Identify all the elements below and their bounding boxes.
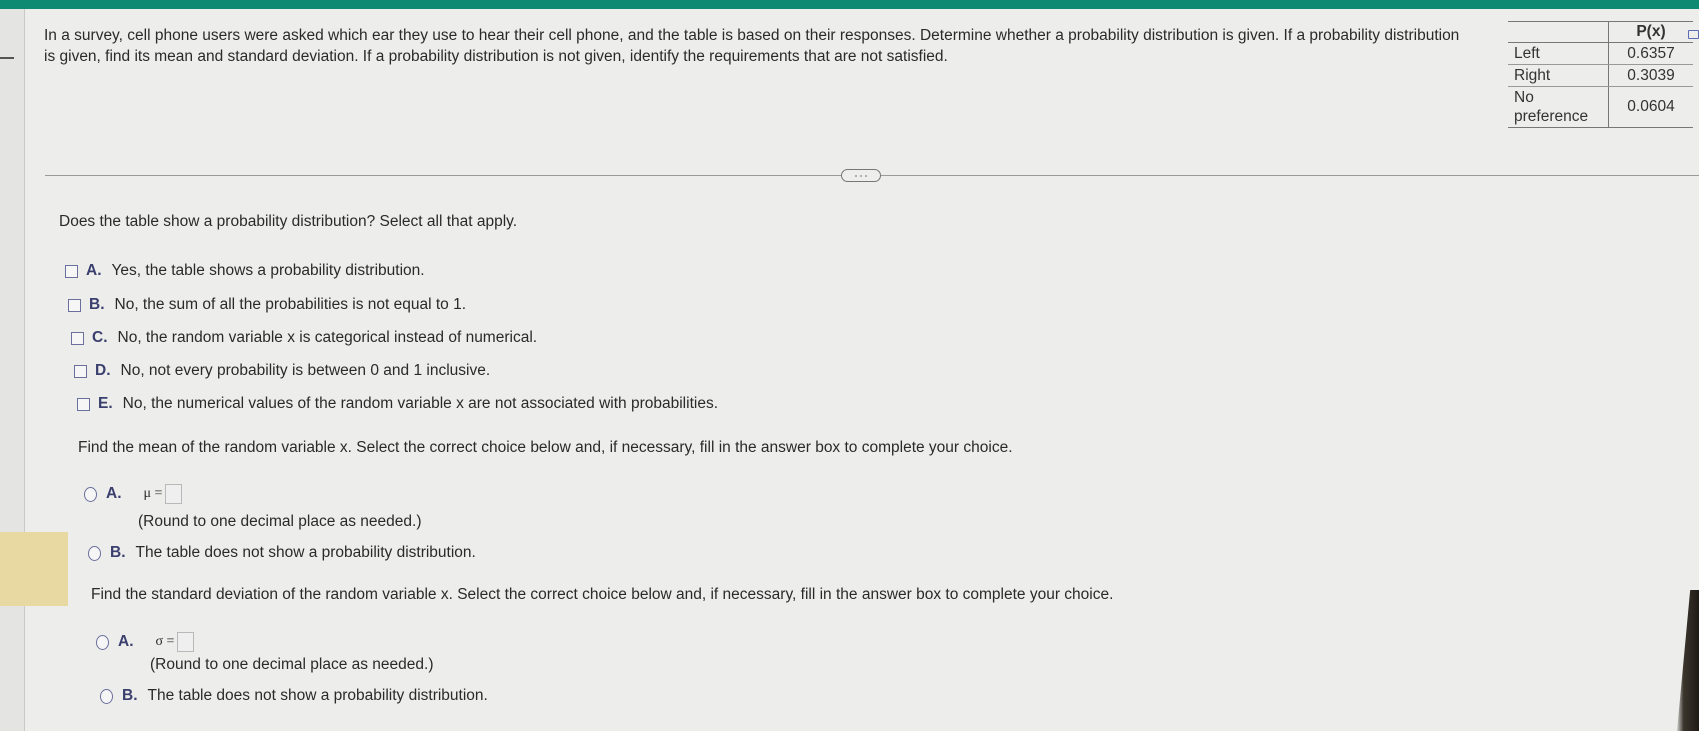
checkbox[interactable] (74, 365, 87, 378)
table-row: No preference 0.0604 (1508, 87, 1693, 128)
part3-prompt: Find the standard deviation of the random variable x. Select the correct choice below and, if necessary, fill in the answer box to complete your choice. (91, 586, 1114, 603)
part1-prompt: Does the table show a probability distribution? Select all that apply. (59, 213, 518, 230)
part2-prompt: Find the mean of the random variable x. Select the correct choice below and, if necessary, fill in the answer box to complete your choice. (78, 439, 1013, 456)
top-accent-bar (0, 0, 1699, 9)
checkbox[interactable] (65, 265, 78, 278)
radio-button[interactable] (96, 635, 109, 650)
expand-more-button[interactable] (841, 169, 881, 182)
radio-button[interactable] (88, 546, 101, 561)
checkbox[interactable] (77, 398, 90, 411)
table-row: Left 0.6357 (1508, 43, 1693, 65)
sd-rounding-note: (Round to one decimal place as needed.) (150, 656, 434, 673)
table-row: Right 0.3039 (1508, 65, 1693, 87)
table-header-px: P(x) (1609, 22, 1694, 43)
sidebar-tick (0, 57, 14, 59)
sd-answer-input[interactable] (177, 632, 194, 652)
mu-symbol: μ = (143, 486, 163, 501)
mean-answer-input[interactable] (165, 484, 182, 504)
probability-table (1508, 21, 1693, 128)
table-header-x (1508, 22, 1609, 43)
sd-option-b[interactable]: B. The table does not show a probability distribution. (100, 687, 488, 705)
dot-icon (865, 175, 867, 177)
option-e-checkbox-row[interactable]: E. No, the numerical values of the random variable x are not associated with probabilities. (77, 395, 718, 413)
popout-table-icon[interactable] (1688, 30, 1699, 39)
checkbox[interactable] (68, 299, 81, 312)
radio-button[interactable] (84, 487, 97, 502)
current-part-highlight (0, 532, 68, 606)
option-a-checkbox-row[interactable]: A. Yes, the table shows a probability distribution. (65, 262, 425, 280)
dot-icon (860, 175, 862, 177)
checkbox[interactable] (71, 332, 84, 345)
mean-option-a[interactable]: A. μ = (84, 484, 182, 504)
option-d-checkbox-row[interactable]: D. No, not every probability is between 0 and 1 inclusive. (74, 362, 490, 380)
sigma-symbol: σ = (155, 634, 175, 649)
option-c-checkbox-row[interactable]: C. No, the random variable x is categorical instead of numerical. (71, 329, 537, 347)
sd-option-a[interactable]: A. σ = (96, 632, 194, 652)
radio-button[interactable] (100, 689, 113, 704)
mean-option-b[interactable]: B. The table does not show a probability distribution. (88, 544, 476, 562)
question-text: In a survey, cell phone users were asked which ear they use to hear their cell phone, and the table is based on their responses. Determine whether a probability distribution is given. If a probability distribution is given, find its mean and standard deviation. If a probability distribution is not given, identify the requirements that are not satisfied. (44, 27, 1460, 65)
option-b-checkbox-row[interactable]: B. No, the sum of all the probabilities is not equal to 1. (68, 296, 466, 314)
dot-icon (855, 175, 857, 177)
mean-rounding-note: (Round to one decimal place as needed.) (138, 513, 422, 530)
left-sidebar-edge (0, 9, 25, 731)
